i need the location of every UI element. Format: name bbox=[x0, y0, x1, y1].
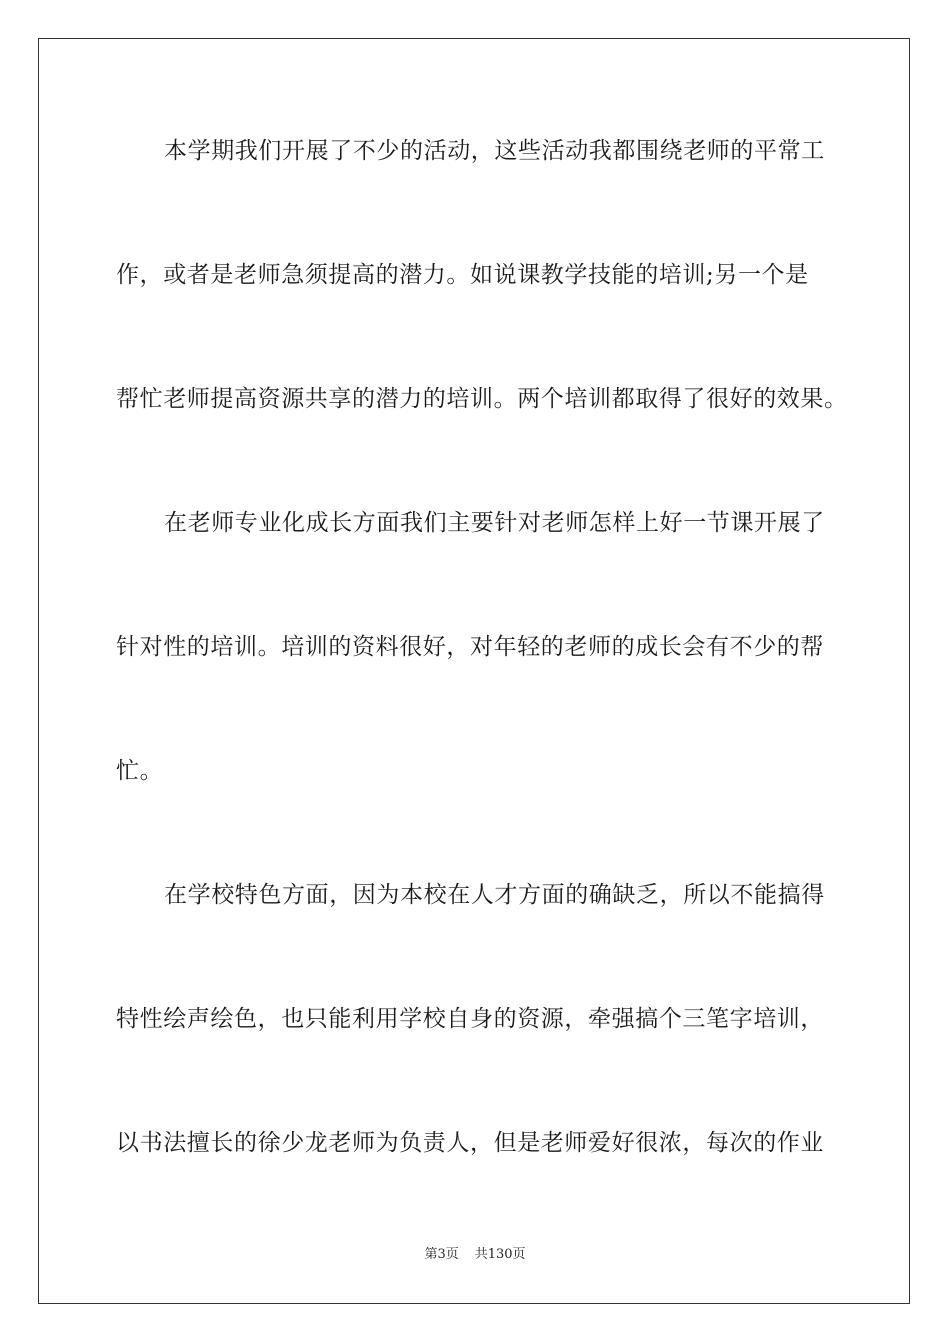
paragraph-2-line-3: 忙。 bbox=[116, 758, 164, 784]
page-border bbox=[38, 38, 910, 1304]
paragraph-1-line-2: 作，或者是老师急须提高的潜力。如说课教学技能的培训;另一个是 bbox=[116, 262, 809, 288]
page-number: 第3页 bbox=[424, 1247, 459, 1262]
paragraph-3-line-1: 在学校特色方面，因为本校在人才方面的确缺乏，所以不能搞得 bbox=[164, 882, 825, 908]
paragraph-1-line-3: 帮忙老师提高资源共享的潜力的培训。两个培训都取得了很好的效果。 bbox=[116, 386, 848, 412]
page-footer bbox=[0, 1246, 950, 1264]
paragraph-3-line-3: 以书法擅长的徐少龙老师为负责人，但是老师爱好很浓，每次的作业 bbox=[116, 1130, 824, 1156]
page-total: 共130页 bbox=[474, 1247, 526, 1262]
paragraph-2-line-2: 针对性的培训。培训的资料很好，对年轻的老师的成长会有不少的帮 bbox=[116, 634, 824, 660]
paragraph-1-line-1: 本学期我们开展了不少的活动，这些活动我都围绕老师的平常工 bbox=[164, 138, 825, 164]
paragraph-3-line-2: 特性绘声绘色，也只能利用学校自身的资源，牵强搞个三笔字培训， bbox=[116, 1006, 824, 1032]
paragraph-2-line-1: 在老师专业化成长方面我们主要针对老师怎样上好一节课开展了 bbox=[164, 510, 825, 536]
